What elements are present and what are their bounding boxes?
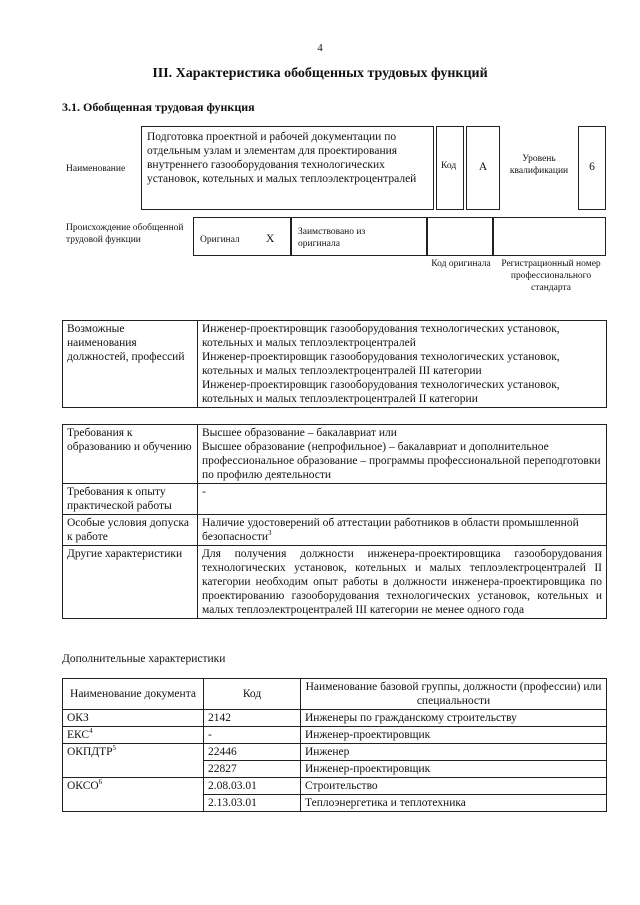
col-code-header: Код (204, 679, 301, 710)
positions-list (198, 321, 607, 408)
doc-cell (63, 710, 204, 727)
section-title: III. Характеристика обобщенных трудовых функций (152, 66, 488, 81)
group-name-cell: Инженер (301, 744, 607, 761)
origin-reg-caption: Регистрационный номер профессионального стандарта (501, 259, 601, 293)
table-row (63, 778, 607, 795)
other-label: Другие характеристики (63, 546, 198, 619)
doc-footnote: 5 (112, 744, 117, 753)
other-value: Для получения должности инженера-проектировщика газооборудования технологических установок, котельных и малых теплоэлектроцентралей II категории необходим опыт работы в должности инженера-проектировщика по проектированию газооборудования технологических установок, котельных и малых теплоэлектроцентралей III категории не менее одного года (198, 546, 607, 619)
doc-name: ЕКС (67, 729, 90, 741)
conditions-value: Наличие удостоверений об аттестации работников в области промышленной безопасности (202, 517, 579, 543)
requirements-table (62, 424, 607, 619)
table-row (63, 727, 607, 744)
experience-value: - (198, 484, 607, 515)
additional-table (62, 678, 607, 812)
origin-code-box (427, 217, 493, 256)
position-item: Инженер-проектировщик газооборудования технологических установок, котельных и малых теплоэлектроцентралей III категории (202, 351, 560, 377)
education-line: Высшее образование – бакалавриат или (202, 427, 397, 439)
experience-label: Требования к опыту практической работы (63, 484, 198, 515)
position-item: Инженер-проектировщик газооборудования технологических установок, котельных и малых теплоэлектроцентралей (202, 323, 560, 349)
doc-footnote: 4 (89, 727, 93, 736)
conditions-label: Особые условия допуска к работе (63, 515, 198, 546)
education-value (198, 425, 607, 484)
code-value: А (478, 161, 488, 173)
name-value: Подготовка проектной и рабочей документации по отдельным узлам и элементам для проектирования внутреннего газооборудования технологических установок, котельных и малых теплоэлектроцентралей (147, 131, 417, 185)
positions-label: Возможные наименования должностей, профессий (63, 321, 198, 408)
code-cell: - (204, 727, 301, 744)
page-number: 4 (317, 42, 323, 54)
doc-name: ОКЗ (67, 712, 89, 724)
borrowed-label: Заимствовано из оригинала (298, 227, 366, 249)
doc-footnote: 6 (98, 778, 103, 787)
group-name-cell: Теплоэнергетика и теплотехника (301, 795, 607, 812)
doc-cell (63, 727, 204, 744)
borrowed-box (291, 217, 427, 256)
name-value-box (141, 126, 434, 210)
doc-name: ОКПДТР (67, 746, 113, 758)
group-name-cell: Инженер-проектировщик (301, 727, 607, 744)
group-name-cell: Инженеры по гражданскому строительству (301, 710, 607, 727)
group-name-cell: Строительство (301, 778, 607, 795)
origin-code-caption: Код оригинала (431, 259, 491, 269)
original-box (193, 217, 291, 256)
conditions-cell (198, 515, 607, 546)
name-label: Наименование (66, 164, 126, 174)
position-item: Инженер-проектировщик газооборудования технологических установок, котельных и малых теплоэлектроцентралей II категории (202, 379, 560, 405)
level-value: 6 (589, 161, 595, 173)
code-label: Код (441, 161, 457, 171)
conditions-footnote: 3 (268, 529, 272, 538)
code-cell: 2.13.03.01 (204, 795, 301, 812)
code-cell: 2142 (204, 710, 301, 727)
positions-table (62, 320, 607, 408)
code-label-box (436, 126, 464, 210)
doc-cell (63, 744, 204, 778)
table-row (63, 744, 607, 761)
table-row (63, 710, 607, 727)
original-mark: Х (266, 233, 275, 245)
subsection-title: 3.1. Обобщенная трудовая функция (62, 100, 255, 114)
group-name-cell: Инженер-проектировщик (301, 761, 607, 778)
level-label: Уровень квалификации (509, 154, 569, 176)
doc-name: ОКСО (67, 780, 99, 792)
code-cell: 22827 (204, 761, 301, 778)
additional-title: Дополнительные характеристики (62, 653, 226, 665)
education-label: Требования к образованию и обучению (63, 425, 198, 484)
col-doc-header: Наименование документа (63, 679, 204, 710)
col-name-header: Наименование базовой группы, должности (профессии) или специальности (301, 679, 607, 710)
origin-reg-box (493, 217, 606, 256)
level-value-box (578, 126, 606, 210)
code-value-box (466, 126, 500, 210)
education-line: Высшее образование (непрофильное) – бакалавриат и дополнительное профессиональное образование – программы профессиональной переподготовки по профилю деятельности (202, 441, 601, 481)
doc-cell (63, 778, 204, 812)
origin-label: Происхождение обобщенной трудовой функции (66, 223, 184, 245)
code-cell: 22446 (204, 744, 301, 761)
code-cell: 2.08.03.01 (204, 778, 301, 795)
original-label: Оригинал (200, 235, 240, 245)
